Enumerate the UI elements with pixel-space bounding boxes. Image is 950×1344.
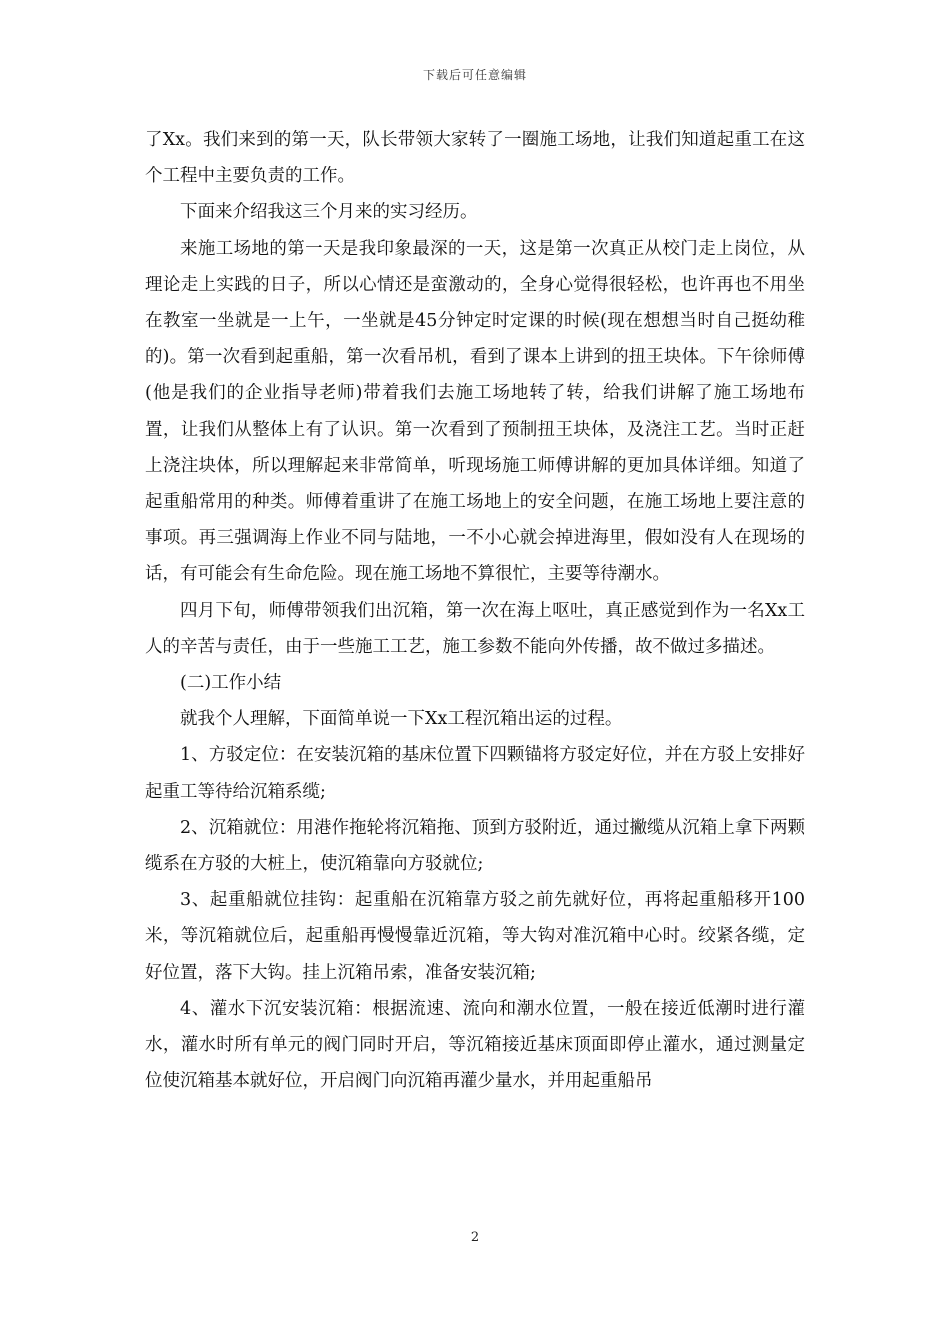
page-header-note: 下载后可任意编辑 <box>422 68 527 82</box>
list-item: 4、灌水下沉安装沉箱：根据流速、流向和潮水位置，一般在接近低潮时进行灌水，灌水时所有单元的阀门同时开启，等沉箱接近基床顶面即停止灌水，通过测量定位使沉箱基本就好位，开启阀门向沉箱再灌少量水，并用起重船吊 <box>145 998 805 1092</box>
page-number: 2 <box>470 1230 480 1245</box>
list-item: 3、起重船就位挂钩：起重船在沉箱靠方驳之前先就好位，再将起重船移开100米，等沉箱就位后，起重船再慢慢靠近沉箱，等大钩对准沉箱中心时。绞紧各缆，定好位置，落下大钩。挂上沉箱吊索，准备安装沉箱; <box>145 890 805 983</box>
paragraph: 下面来介绍我这三个月来的实习经历。 <box>180 202 478 223</box>
section-heading: (二)工作小结 <box>180 673 282 694</box>
paragraph: 就我个人理解，下面简单说一下Xx工程沉箱出运的过程。 <box>180 709 623 730</box>
list-item: 2、沉箱就位：用港作拖轮将沉箱拖、顶到方驳附近，通过撇缆从沉箱上拿下两颗缆系在方驳的大桩上，使沉箱靠向方驳就位; <box>145 817 805 875</box>
list-item: 1、方驳定位：在安装沉箱的基床位置下四颗锚将方驳定好位，并在方驳上安排好起重工等待给沉箱系缆; <box>145 745 805 802</box>
paragraph: 四月下旬，师傅带领我们出沉箱，第一次在海上呕吐，真正感觉到作为一名Xx工人的辛苦与责任，由于一些施工工艺，施工参数不能向外传播，故不做过多描述。 <box>145 600 805 657</box>
paragraph: 来施工场地的第一天是我印象最深的一天，这是第一次真正从校门走上岗位，从理论走上实践的日子，所以心情还是蛮激动的，全身心觉得很轻松，也许再也不用坐在教室一坐就是一上午，一坐就是45分钟定时定课的时候(现在想想当时自己挺幼稚的)。第一次看到起重船，第一次看吊机，看到了课本上讲到的扭王块体。下午徐师傅(他是我们的企业指导老师)带着我们去施工场地转了转，给我们讲解了施工场地布置，让我们从整体上有了认识。第一次看到了预制扭王块体，及浇注工艺。当时正赶上浇注块体，所以理解起来非常简单，听现场施工师傅讲解的更加具体详细。知道了起重船常用的种类。师傅着重讲了在施工场地上的安全问题，在施工场地上要注意的事项。再三强调海上作业不同与陆地，一不小心就会掉进海里，假如没有人在现场的话，有可能会有生命危险。现在施工场地不算很忙，主要等待潮水。 <box>145 238 805 585</box>
paragraph: 了Xx。我们来到的第一天，队长带领大家转了一圈施工场地，让我们知道起重工在这个工程中主要负责的工作。 <box>145 130 805 187</box>
document-body <box>145 122 805 1099</box>
